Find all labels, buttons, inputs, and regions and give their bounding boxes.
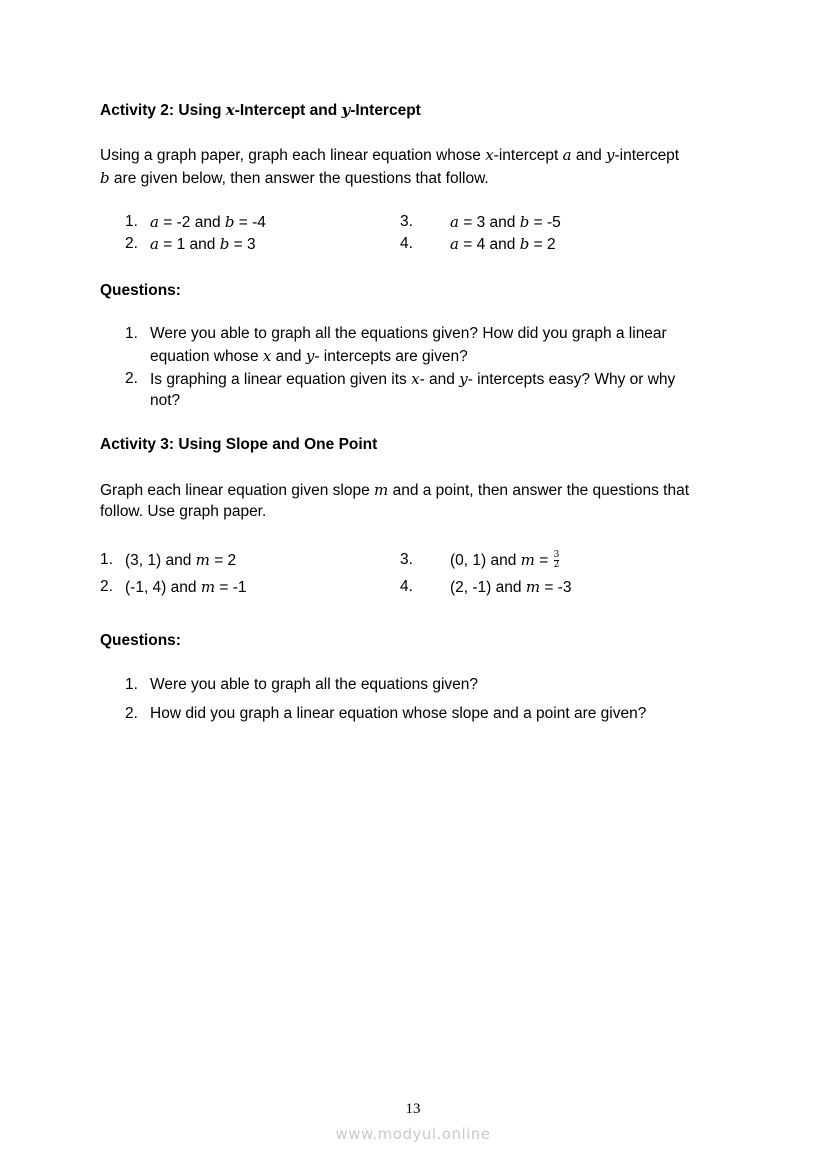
activity2-question-1-line1: Were you able to graph all the equations given? How did you graph a linear — [150, 325, 667, 342]
watermark: www.modyul.online — [335, 1125, 491, 1143]
activity3-title: Activity 3: Using Slope and One Point — [100, 436, 378, 453]
activity3-question-2: How did you graph a linear equation whose slope and a point are given? — [150, 705, 647, 722]
activity2-item-num: 3. — [400, 213, 413, 230]
activity2-intro-line2: b are given below, then answer the questions that follow. — [100, 169, 489, 187]
question-num: 1. — [125, 676, 138, 693]
activity2-title: Activity 2: Using x-Intercept and y-Intercept — [100, 101, 421, 119]
activity3-intro-line2: follow. Use graph paper. — [100, 503, 267, 520]
activity3-intro-line1: Graph each linear equation given slope m and a point, then answer the questions that — [100, 481, 690, 499]
activity2-item-4: a = 4 and b = 2 — [450, 235, 556, 253]
activity2-item-2: a = 1 and b = 3 — [150, 235, 256, 253]
activity3-item-1: (3, 1) and m = 2 — [125, 551, 237, 569]
activity3-item-2: (-1, 4) and m = -1 — [125, 578, 247, 596]
activity2-item-num: 4. — [400, 235, 413, 252]
activity3-item-num: 3. — [400, 551, 413, 568]
activity3-item-3: (0, 1) and m = $\frac{3}{2}$ — [450, 550, 560, 571]
activity3-item-num: 1. — [100, 551, 113, 568]
activity2-item-3: a = 3 and b = -5 — [450, 213, 561, 231]
activity3-item-num: 2. — [100, 578, 113, 595]
fraction-three-halves: $\frac{3}{2}$ — [553, 550, 560, 571]
activity2-questions-heading: Questions: — [100, 282, 181, 299]
activity2-question-1-line2: equation whose x and y- intercepts are given? — [150, 347, 468, 365]
activity2-item-num: 2. — [125, 235, 138, 252]
question-num: 2. — [125, 705, 138, 722]
activity3-item-num: 4. — [400, 578, 413, 595]
activity3-question-1: Were you able to graph all the equations given? — [150, 676, 479, 693]
activity2-intro-line1: Using a graph paper, graph each linear equation whose x-intercept a and y-intercept — [100, 146, 680, 164]
activity2-question-2-line1: Is graphing a linear equation given its x- and y- intercepts easy? Why or why — [150, 370, 676, 388]
activity2-item-num: 1. — [125, 213, 138, 230]
activity3-questions-heading: Questions: — [100, 632, 181, 649]
question-num: 2. — [125, 370, 138, 387]
activity3-item-4: (2, -1) and m = -3 — [450, 578, 572, 596]
question-num: 1. — [125, 325, 138, 342]
activity2-question-2-line2: not? — [150, 392, 181, 409]
activity2-item-1: a = -2 and b = -4 — [150, 213, 266, 231]
page-number: 13 — [405, 1101, 421, 1117]
